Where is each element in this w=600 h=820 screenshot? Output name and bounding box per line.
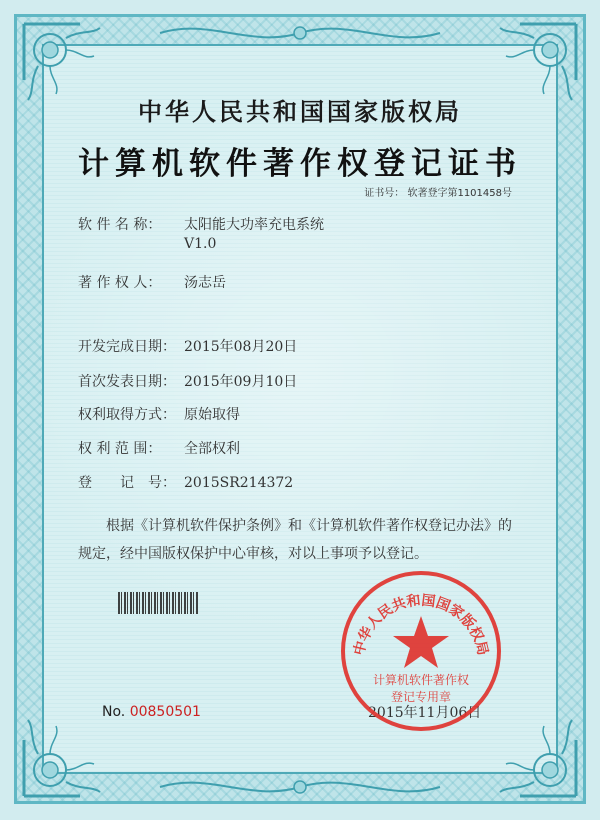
statement-line-1: 根据《计算机软件保护条例》和《计算机软件著作权登记办法》的 [106,518,512,534]
registration-number-value: 2015SR214372 [184,475,294,491]
official-seal-icon [338,568,504,734]
software-name-field [78,214,324,252]
dev-date-label: 开发完成日期： [78,339,176,355]
acquire-method-field [78,404,240,424]
dev-date-field [78,336,297,356]
certification-statement [78,512,548,568]
publish-date-value: 2015年09月10日 [184,374,298,390]
issue-date: 2015年11月06日 [368,705,482,721]
owner-field [78,272,226,292]
registration-number-field [78,472,293,492]
serial-label: No. [102,704,126,720]
statement-line-2: 规定，经中国版权保护中心审核，对以上事项予以登记。 [78,546,428,562]
owner-label: 著 作 权 人： [78,275,162,291]
seal-ring-text: 中华人民共和国国家版权局 [351,592,491,657]
bottom-flourish-icon [150,772,450,802]
acquire-method-value: 原始取得 [184,407,240,423]
issuing-authority: 中华人民共和国国家版权局 [138,97,462,126]
corner-ornament-icon [494,714,580,800]
seal-inner-line-1: 计算机软件著作权 [372,673,470,687]
scope-field [78,438,240,458]
software-name-label: 软 件 名 称： [78,217,162,233]
seal-inner-line-2: 登记专用章 [390,690,452,704]
dev-date-value: 2015年08月20日 [184,339,298,355]
corner-ornament-icon [20,714,106,800]
registration-number-label: 登 记 号： [78,475,176,491]
acquire-method-label: 权利取得方式： [78,407,176,423]
barcode-icon [118,592,198,614]
publish-date-label: 首次发表日期： [78,374,176,390]
software-name-value: 太阳能大功率充电系统 [184,217,324,233]
serial-number [102,704,201,720]
certificate-number-value: 软著登字第1101458号 [407,188,512,199]
certificate-title: 计算机软件著作权登记证书 [78,146,522,182]
scope-label: 权 利 范 围： [78,441,162,457]
top-flourish-icon [150,18,450,48]
scope-value: 全部权利 [184,441,240,457]
publish-date-field [78,371,297,391]
software-version: V1.0 [184,236,217,252]
serial-value: 00850501 [129,704,201,720]
certificate-number-label: 证书号： [364,188,405,199]
owner-value: 汤志岳 [184,275,226,291]
certificate-number [364,184,512,199]
